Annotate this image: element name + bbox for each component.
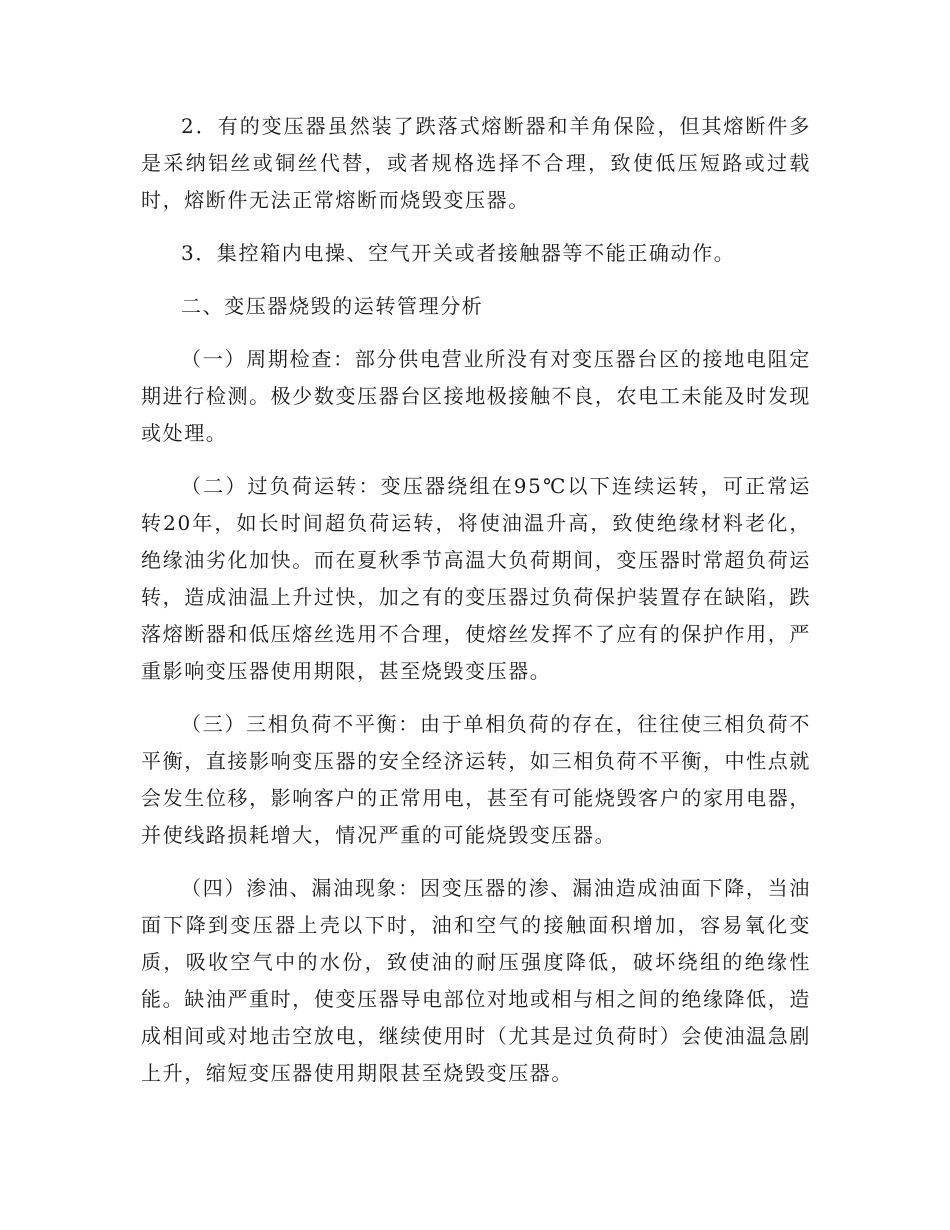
paragraph-overload-operation: （二）过负荷运转：变压器绕组在95℃以下连续运转，可正常运转20年，如长时间超负荷运转，将使油温升高，致使绝缘材料老化，绝缘油劣化加快。而在夏秋季节高温大负荷期间，变压器时常超负荷运转，造成油温上升过快，加之有的变压器过负荷保护装置存在缺陷，跌落熔断器和低压熔丝选用不合理，使熔丝发挥不了应有的保护作用，严重影响变压器使用期限，甚至烧毁变压器。 bbox=[141, 474, 811, 683]
document-body bbox=[141, 108, 811, 1092]
section-heading-operation-analysis: 二、变压器烧毁的运转管理分析 bbox=[181, 294, 484, 318]
paragraph-periodic-inspection: （一）周期检查：部分供电营业所没有对变压器台区的接地电阻定期进行检测。极少数变压器台区接地极接触不良，农电工未能及时发现或处理。 bbox=[141, 347, 811, 445]
paragraph-fuse-issue: 2．有的变压器虽然装了跌落式熔断器和羊角保险，但其熔断件多是采纳铝丝或铜丝代替，或者规格选择不合理，致使低压短路或过载时，熔断件无法正常熔断而烧毁变压器。 bbox=[141, 114, 811, 212]
paragraph-control-box: 3．集控箱内电操、空气开关或者接触器等不能正确动作。 bbox=[181, 241, 736, 265]
paragraph-three-phase-imbalance: （三）三相负荷不平衡：由于单相负荷的存在，往往使三相负荷不平衡，直接影响变压器的安全经济运转，如三相负荷不平衡，中性点就会发生位移，影响客户的正常用电，甚至有可能烧毁客户的家用电器，并使线路损耗增大，情况严重的可能烧毁变压器。 bbox=[141, 712, 811, 847]
paragraph-oil-leakage: （四）渗油、漏油现象：因变压器的渗、漏油造成油面下降，当油面下降到变压器上壳以下时，油和空气的接触面积增加，容易氧化变质，吸收空气中的水份，致使油的耐压强度降低，破坏绕组的绝缘性能。缺油严重时，使变压器导电部位对地或相与相之间的绝缘降低，造成相间或对地击空放电，继续使用时（尤其是过负荷时）会使油温急剧上升，缩短变压器使用期限甚至烧毁变压器。 bbox=[141, 876, 811, 1085]
